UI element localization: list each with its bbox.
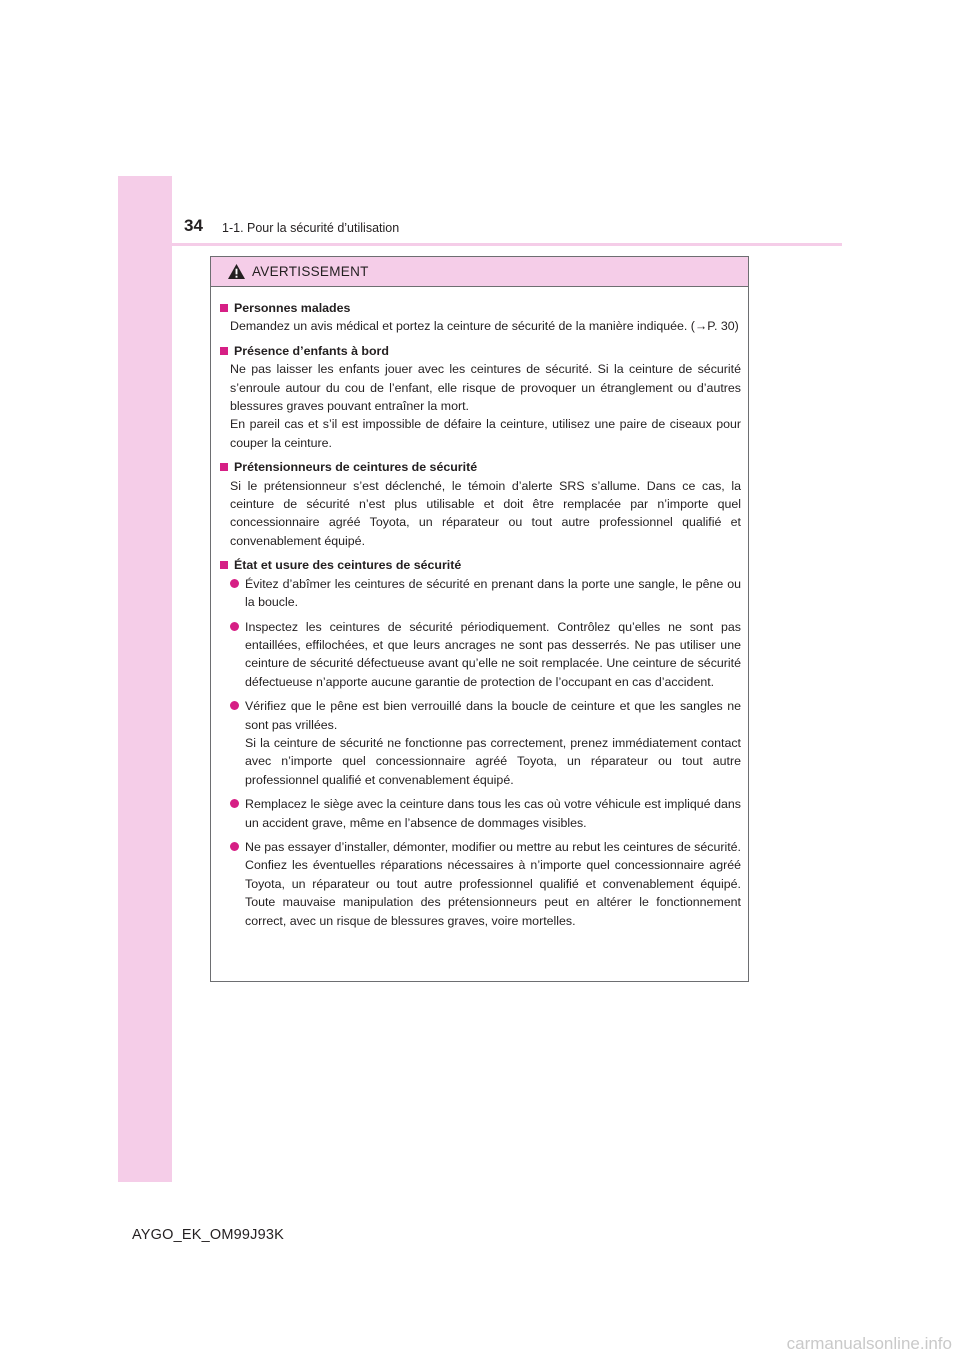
item-heading-text: Prétensionneurs de ceintures de sécurité (234, 460, 478, 475)
bullet-text: Vérifiez que le pêne est bien verrouillé dans la boucle de ceinture et que les sangles ne sont pas vrillées. Si la ceinture de sécurité ne fonctionne pas correctement, prenez immédiatement contact avec n’importe quel concessionnaire agréé Toyota, un réparateur ou tout autre professionnel qualifié et convenablement équipé. (245, 699, 741, 787)
round-bullet-icon (230, 701, 239, 710)
warning-box (210, 256, 749, 982)
item-heading (219, 299, 741, 317)
header-rule (172, 243, 842, 246)
round-bullet-icon (230, 579, 239, 588)
bullet-text: Évitez d’abîmer les ceintures de sécurité en prenant dans la porte une sangle, le pêne ou la boucle. (245, 576, 741, 610)
square-bullet-icon (220, 304, 228, 312)
item-heading (219, 342, 741, 360)
bullet-item (230, 618, 741, 692)
round-bullet-icon (230, 799, 239, 808)
page-number: 34 (184, 216, 203, 235)
item-heading (219, 556, 741, 574)
warning-item (219, 342, 741, 452)
round-bullet-icon (230, 842, 239, 851)
square-bullet-icon (220, 463, 228, 471)
section-title: 1-1. Pour la sécurité d’utilisation (222, 221, 400, 235)
footer-code: AYGO_EK_OM99J93K (132, 1227, 285, 1243)
bullet-item (230, 575, 741, 612)
bullet-item (230, 838, 741, 930)
warning-item (219, 458, 741, 550)
bullet-item (230, 697, 741, 789)
warning-item (219, 299, 741, 336)
warning-title: AVERTISSEMENT (252, 264, 369, 279)
bullet-text: Inspectez les ceintures de sécurité périodiquement. Contrôlez qu’elles ne sont pas entaillées, effilochées, et que leurs ancrages ne sont pas desserrés. Ne pas utiliser une ceinture de sécurité défectueuse avant qu’elle ne soit remplacée. Une ceinture de sécurité défectueuse n’apporte aucune garantie de protection de l’occupant en cas d’accident. (245, 619, 741, 689)
item-paragraph: Si le prétensionneur s’est déclenché, le témoin d’alerte SRS s’allume. Dans ce cas, la ceinture de sécurité n’est plus utilisable et doit être remplacée par n’importe quel concessionnaire agréé Toyota, un réparateur ou tout autre professionnel qualifié et convenablement équipé. (230, 478, 741, 548)
square-bullet-icon (220, 347, 228, 355)
watermark: carmanualsonline.info (786, 1334, 952, 1353)
bullet-item (230, 795, 741, 832)
item-heading-text: Présence d’enfants à bord (234, 343, 389, 358)
round-bullet-icon (230, 622, 239, 631)
warning-item (219, 556, 741, 930)
warning-header (211, 257, 748, 287)
warning-triangle-icon (227, 263, 246, 280)
item-heading-text: Personnes malades (234, 301, 351, 315)
item-heading (219, 458, 741, 476)
side-tab-band (118, 176, 172, 1182)
item-heading-text: État et usure des ceintures de sécurité (234, 558, 462, 573)
item-paragraph: Ne pas laisser les enfants jouer avec les ceintures de sécurité. Si la ceinture de sécurité s’enroule autour du cou de l’enfant, elle risque de provoquer un étranglement ou d’autres blessures graves pouvant entraîner la mort. (230, 362, 741, 414)
bullet-text: Ne pas essayer d’installer, démonter, modifier ou mettre au rebut les ceintures de sécurité. Confiez les éventuelles réparations nécessaires à n’importe quel concessionnaire agréé Toyota, un réparateur ou tout autre professionnel qualifié et convenablement équipé. Toute mauvaise manipulation des prétensionneurs peut en altérer le fonctionnement correct, avec un risque de blessures graves, voire mortelles. (245, 839, 741, 928)
item-paragraph: En pareil cas et s’il est impossible de défaire la ceinture, utilisez une paire de ciseaux pour couper la ceinture. (230, 417, 741, 450)
square-bullet-icon (220, 561, 228, 569)
item-paragraph: Demandez un avis médical et portez la ceinture de sécurité de la manière indiquée. (→P. 30) (230, 319, 739, 334)
bullet-text: Remplacez le siège avec la ceinture dans tous les cas où votre véhicule est impliqué dans un accident grave, même en l’absence de dommages visibles. (245, 797, 741, 830)
warning-body (211, 287, 748, 930)
